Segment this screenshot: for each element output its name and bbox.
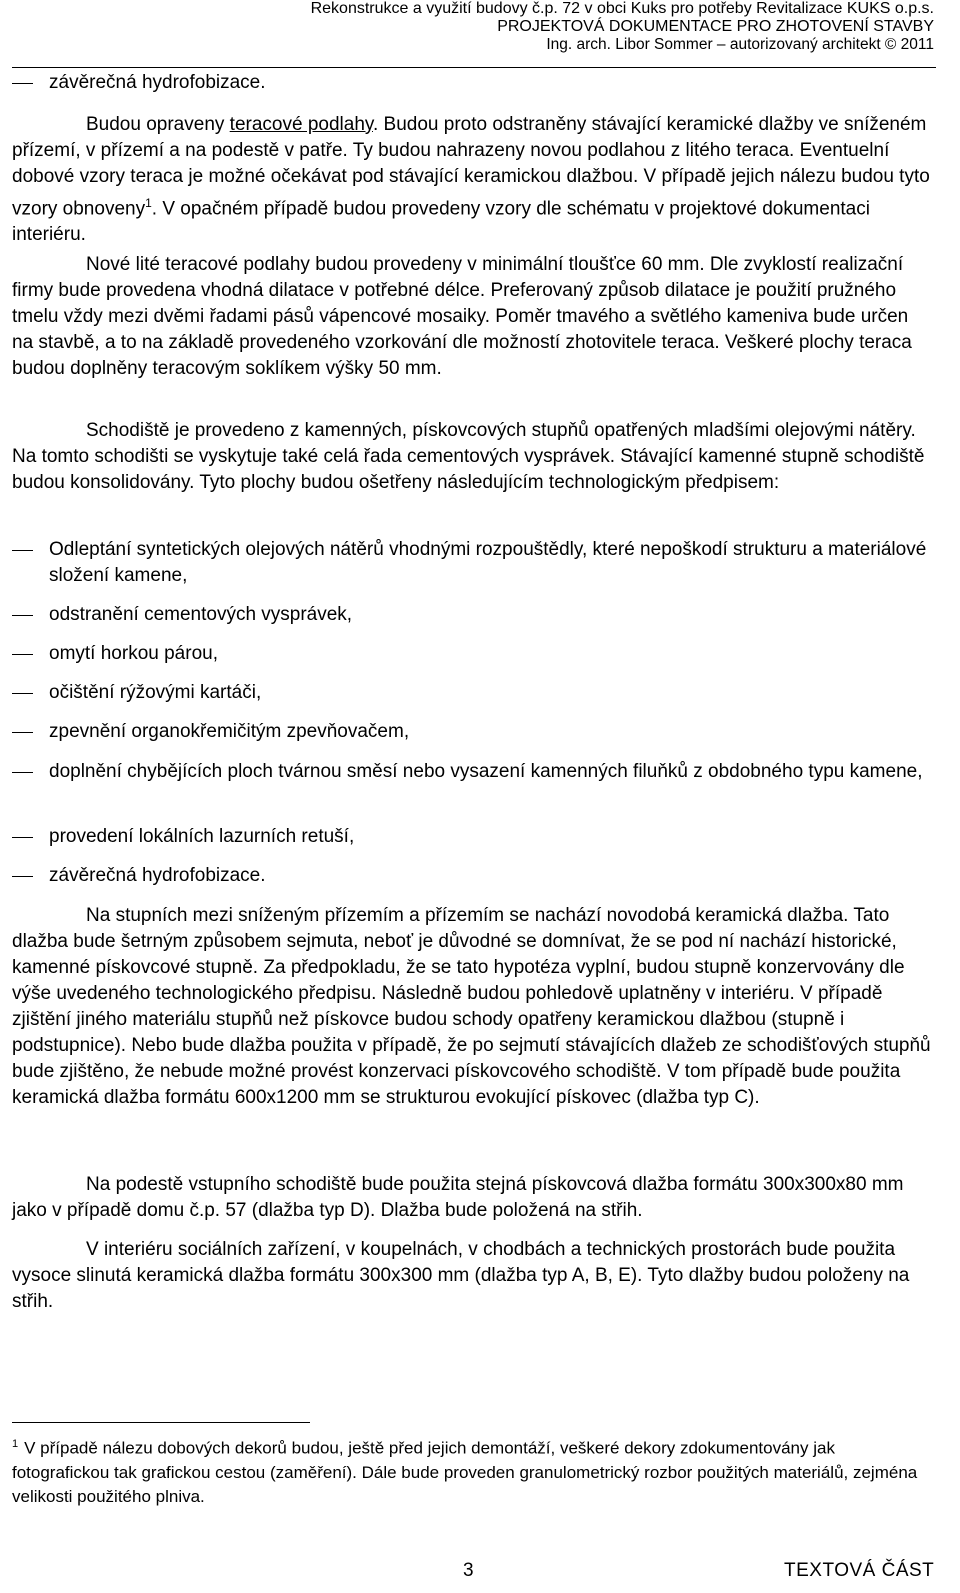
list-item bbox=[12, 863, 934, 889]
paragraph-lead: Budou opraveny bbox=[86, 114, 230, 135]
section-label: TEXTOVÁ ČÁST bbox=[784, 1560, 935, 1581]
dash-bullet-icon bbox=[12, 654, 33, 655]
dash-bullet-icon bbox=[12, 615, 33, 616]
list-item-text: Odleptání syntetických olejových nátěrů vhodnými rozpouštědly, které nepoškodí strukturu a materiálové složení kamene, bbox=[49, 539, 927, 586]
list-item-text: závěrečná hydrofobizace. bbox=[49, 72, 266, 93]
dash-bullet-icon bbox=[12, 83, 33, 84]
paragraph bbox=[12, 418, 934, 496]
list-item-text: provedení lokálních lazurních retuší, bbox=[49, 826, 355, 847]
paragraph-text: . V opačném případě budou provedeny vzory dle schématu v projektové dokumentaci interiéru. bbox=[12, 198, 870, 246]
footnote-reference[interactable]: 1 bbox=[145, 196, 152, 210]
dash-bullet-icon bbox=[12, 732, 33, 733]
list-item bbox=[12, 824, 934, 850]
list-item-text: očištění rýžovými kartáči, bbox=[49, 682, 262, 703]
list-item-text: doplnění chybějících ploch tvárnou směsí nebo vysazení kamenných filuňků z obdobného typu kamene, bbox=[49, 761, 923, 782]
header-author: Ing. arch. Libor Sommer – autorizovaný architekt © 2011 bbox=[546, 36, 934, 53]
footnote-mark: 1 bbox=[12, 1438, 19, 1450]
paragraph-text: Schodiště je provedeno z kamenných, pískovcových stupňů opatřených mladšími olejovými nátěry. Na tomto schodišti se vyskytuje také celá řada cementových vysprávek. Stávající kamenné stupně schodiště budou konsolidovány. Tyto plochy budou ošetřeny následujícím technologickým předpisem: bbox=[12, 420, 925, 493]
paragraph-text: V interiéru sociálních zařízení, v koupelnách, v chodbách a technických prostorách bude použita vysoce slinutá keramická dlažba formátu 300x300 mm (dlažba typ A, B, E). Tyto dlažby budou položeny na střih. bbox=[12, 1239, 910, 1312]
header-divider bbox=[12, 67, 936, 68]
dash-bullet-icon bbox=[12, 876, 33, 877]
dash-bullet-icon bbox=[12, 772, 33, 773]
page-number: 3 bbox=[463, 1560, 474, 1581]
paragraph-text: . Budou proto odstraněny stávající keramické dlažby ve sníženém přízemí, v přízemí a na podestě v patře. Ty budou nahrazeny novou podlahou z litého teraca. Eventuelní dobové vzory teraca je možné očekávat pod stávající keramickou dlažbou. V případě jejich nálezu budou tyto vzory obnoveny bbox=[12, 114, 930, 220]
page-header bbox=[110, 0, 934, 54]
list-item bbox=[12, 602, 934, 628]
paragraph-text: Na stupních mezi sníženým přízemím a přízemím se nachází novodobá keramická dlažba. Tato dlažba bude šetrným způsobem sejmuta, neboť je důvodné se domnívat, že se pod ní nachází historické, kamenné pískovcové stupně. Za předpokladu, že se tato hypotéza vyplní, budou stupně konzervovány dle výše uvedeného technologického předpisu. Následně budou pohledově uplatněny v interiéru. V případě zjištění jiného materiálu stupňů než pískovce budou schody opatřeny keramickou dlažbou (stupně i podstupnice). Nebo bude dlažba použita v případě, že po sejmutí stávajících dlažeb ze schodišťových stupňů bude zjištěno, že nebude možné provést konzervaci pískovcového schodiště. V tom případě bude použita keramická dlažba formátu 600x1200 mm se strukturou evokující pískovec (dlažba typ C). bbox=[12, 905, 931, 1108]
header-document-type: PROJEKTOVÁ DOKUMENTACE PRO ZHOTOVENÍ STAVBY bbox=[497, 18, 934, 35]
paragraph bbox=[12, 252, 934, 382]
paragraph-text: Nové lité teracové podlahy budou provedeny v minimální tloušťce 60 mm. Dle zvyklostí realizační firmy bude provedena vhodná dilatace v potřebné délce. Preferovaný způsob dilatace je použití pružného tmelu vždy mezi dvěmi řadami pásů vápencové mosaiky. Poměr tmavého a světlého kameniva bude určen na stavbě, a to na základě provedeného vzorkování dle možností zhotovitele teraca. Veškeré plochy teraca budou doplněny teracovým soklíkem výšky 50 mm. bbox=[12, 254, 912, 379]
paragraph bbox=[12, 112, 934, 248]
list-item-text: odstranění cementových vysprávek, bbox=[49, 604, 353, 625]
footnote-text: V případě nálezu dobových dekorů budou, ještě před jejich demontáží, veškeré dekory zdokumentovány jak fotografickou tak grafickou cestou (zaměření). Dále bude proveden granulometrický rozbor použitých materiálů, zejména velikosti použitého plniva. bbox=[12, 1438, 918, 1506]
footnote bbox=[12, 1432, 934, 1509]
list-item-text: závěrečná hydrofobizace. bbox=[49, 865, 266, 886]
dash-bullet-icon bbox=[12, 693, 33, 694]
underlined-term: teracové podlahy bbox=[229, 114, 373, 135]
list-item bbox=[12, 719, 934, 745]
paragraph bbox=[12, 903, 934, 1111]
list-item bbox=[12, 759, 934, 785]
list-item bbox=[12, 641, 934, 667]
header-project-title: Rekonstrukce a využití budovy č.p. 72 v obci Kuks pro potřeby Revitalizace KUKS o.p.s. bbox=[310, 0, 934, 17]
paragraph bbox=[12, 1172, 934, 1224]
list-item bbox=[12, 680, 934, 706]
list-item-text: zpevnění organokřemičitým zpevňovačem, bbox=[49, 721, 410, 742]
footnote-divider bbox=[12, 1422, 310, 1423]
dash-bullet-icon bbox=[12, 550, 33, 551]
list-item-text: omytí horkou párou, bbox=[49, 643, 218, 664]
paragraph bbox=[12, 1237, 934, 1315]
list-item bbox=[12, 70, 934, 96]
dash-bullet-icon bbox=[12, 837, 33, 838]
paragraph-text: Na podestě vstupního schodiště bude použita stejná pískovcová dlažba formátu 300x300x80 mm jako v případě domu č.p. 57 (dlažba typ D). Dlažba bude položená na střih. bbox=[12, 1174, 904, 1221]
list-item bbox=[12, 537, 934, 589]
